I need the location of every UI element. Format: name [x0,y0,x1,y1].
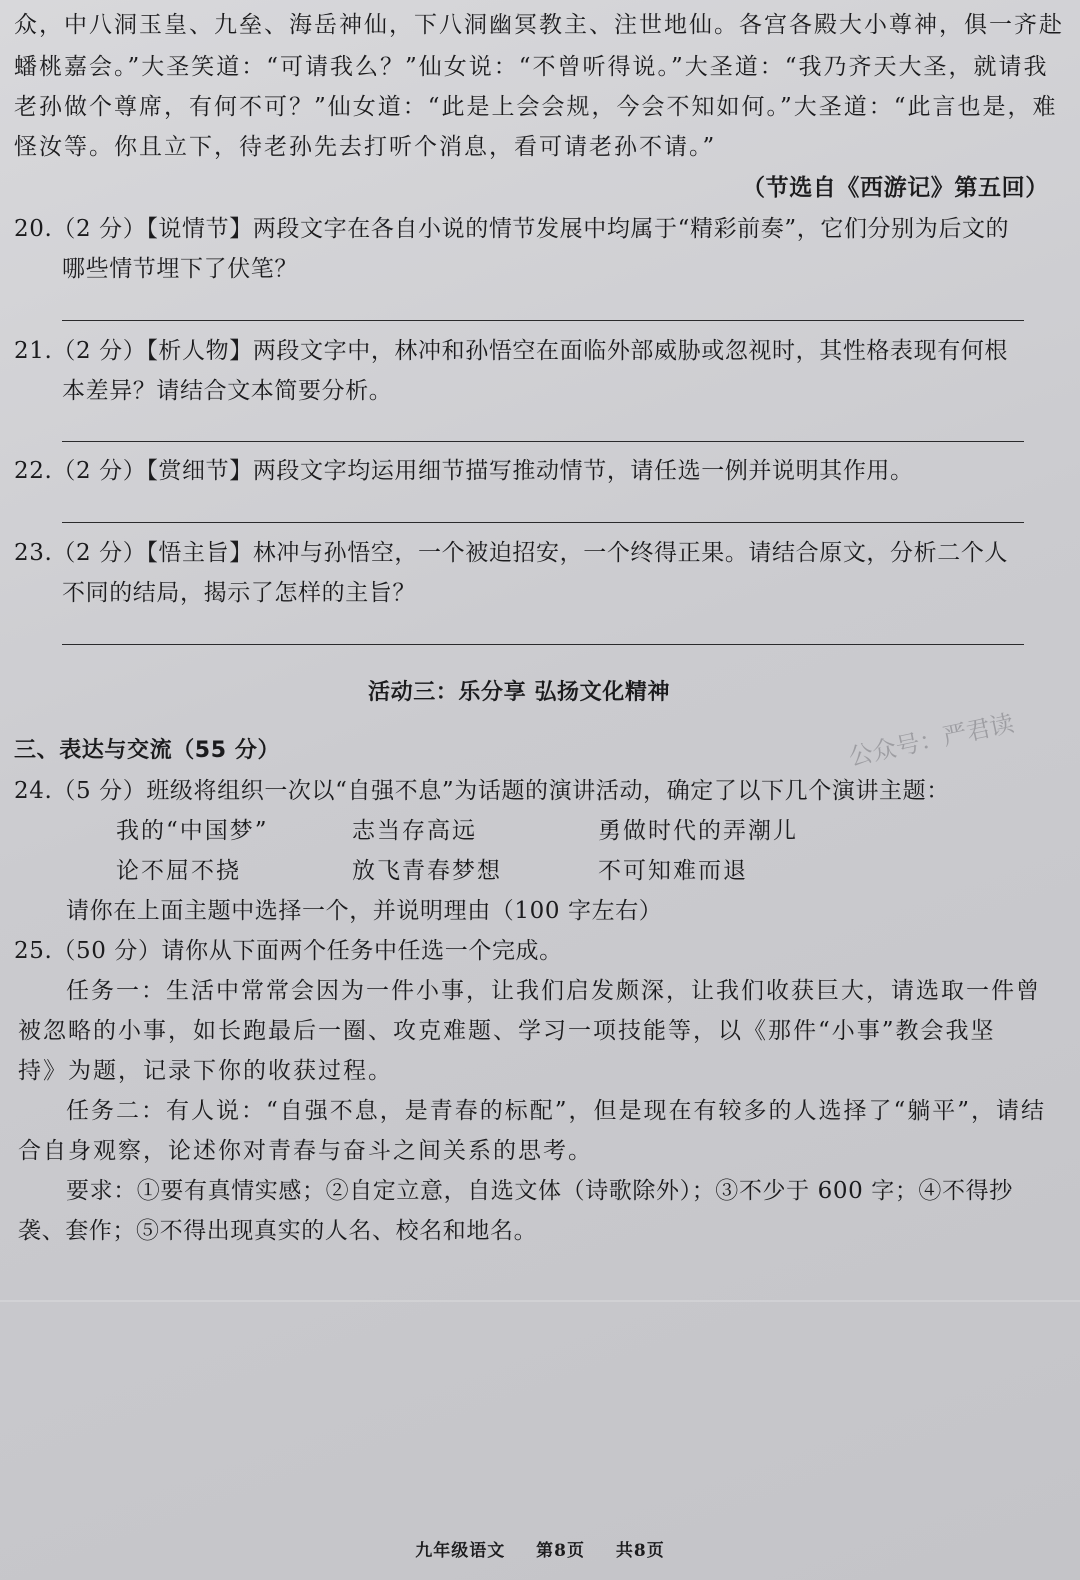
activity-title: 活动三：乐分享 弘扬文化精神 [368,680,671,705]
answer-line-22 [62,522,1024,523]
question-22-line-1: 22.（2 分）【赏细节】两段文字均运用细节描写推动情节，请任选一例并说明其作用。 [14,458,914,484]
topic-item: 我的“中国梦” [116,818,269,844]
question-20-line-2: 哪些情节埋下了伏笔？ [62,256,298,282]
section-title: 三、表达与交流（55 分） [14,738,281,763]
requirements-line-2: 袭、套作；⑤不得出现真实的人名、校名和地名。 [18,1218,538,1244]
topic-item: 志当存高远 [352,818,477,844]
watermark-text: 公众号：严君读 [846,708,1017,772]
topic-item: 论不屈不挠 [116,858,241,884]
footer-subject: 九年级语文 [415,1541,506,1561]
question-23-line-1: 23.（2 分）【悟主旨】林冲与孙悟空，一个被迫招安，一个终得正果。请结合原文，分析二个人 [14,540,1009,566]
answer-line-20 [62,320,1024,321]
passage-line-3: 老孙做个尊席，有何不可？”仙女道：“此是上会会规，今会不知如何。”大圣道：“此言也是，难 [14,94,1058,120]
task-2-line-1: 任务二：有人说：“自强不息，是青春的标配”，但是现在有较多的人选择了“躺平”，请结 [66,1098,1047,1124]
passage-line-1: 众，中八洞玉皇、九垒、海岳神仙，下八洞幽冥教主、注世地仙。各宫各殿大小尊神，俱一齐赴 [14,12,1064,38]
passage-source: （节选自《西游记》第五回） [742,174,1049,201]
question-20-line-1: 20.（2 分）【说情节】两段文字在各自小说的情节发展中均属于“精彩前奏”，它们分别为后文的 [14,216,1010,242]
paper-fold [0,1300,1080,1302]
task-1-line-3: 持》为题，记录下你的收获过程。 [18,1058,393,1084]
passage-line-2: 蟠桃嘉会。”大圣笑道：“可请我么？”仙女说：“不曾听得说。”大圣道：“我乃齐天大圣，就请我 [14,54,1049,80]
question-21-line-1: 21.（2 分）【析人物】两段文字中，林冲和孙悟空在面临外部威胁或忽视时，其性格表现有何根 [14,338,1009,364]
task-2-line-2: 合自身观察，论述你对青春与奋斗之间关系的思考。 [18,1138,593,1164]
question-23-line-2: 不同的结局，揭示了怎样的主旨？ [62,580,416,606]
requirements-line-1: 要求：①要有真情实感；②自定立意，自选文体（诗歌除外）；③不少于 600 字；④不得抄 [66,1178,1013,1204]
passage-line-4: 怪汝等。你且立下，待老孙先去打听个消息，看可请老孙不请。” [14,134,717,160]
task-1-line-2: 被忽略的小事，如长跑最后一圈、攻克难题、学习一项技能等，以《那件“小事”教会我坚 [18,1018,996,1044]
task-1-line-1: 任务一：生活中常常会因为一件小事，让我们启发颇深，让我们收获巨大，请选取一件曾 [66,978,1041,1004]
question-24-instruction: 请你在上面主题中选择一个，并说明理由（100 字左右） [66,898,663,924]
footer-total-pages: 共8页 [615,1541,665,1561]
question-25-line-1: 25.（50 分）请你从下面两个任务中任选一个完成。 [14,938,563,964]
question-24-line-1: 24.（5 分）班级将组织一次以“自强不息”为话题的演讲活动，确定了以下几个演讲主题： [14,778,950,804]
topic-item: 不可知难而退 [598,858,748,884]
footer-page-number: 第8页 [536,1541,585,1561]
answer-line-23 [62,644,1024,645]
answer-line-21 [62,441,1024,442]
question-21-line-2: 本差异？请结合文本简要分析。 [62,378,393,404]
topic-item: 勇做时代的弄潮儿 [598,818,798,844]
topic-item: 放飞青春梦想 [352,858,502,884]
page-footer [0,1536,1080,1561]
